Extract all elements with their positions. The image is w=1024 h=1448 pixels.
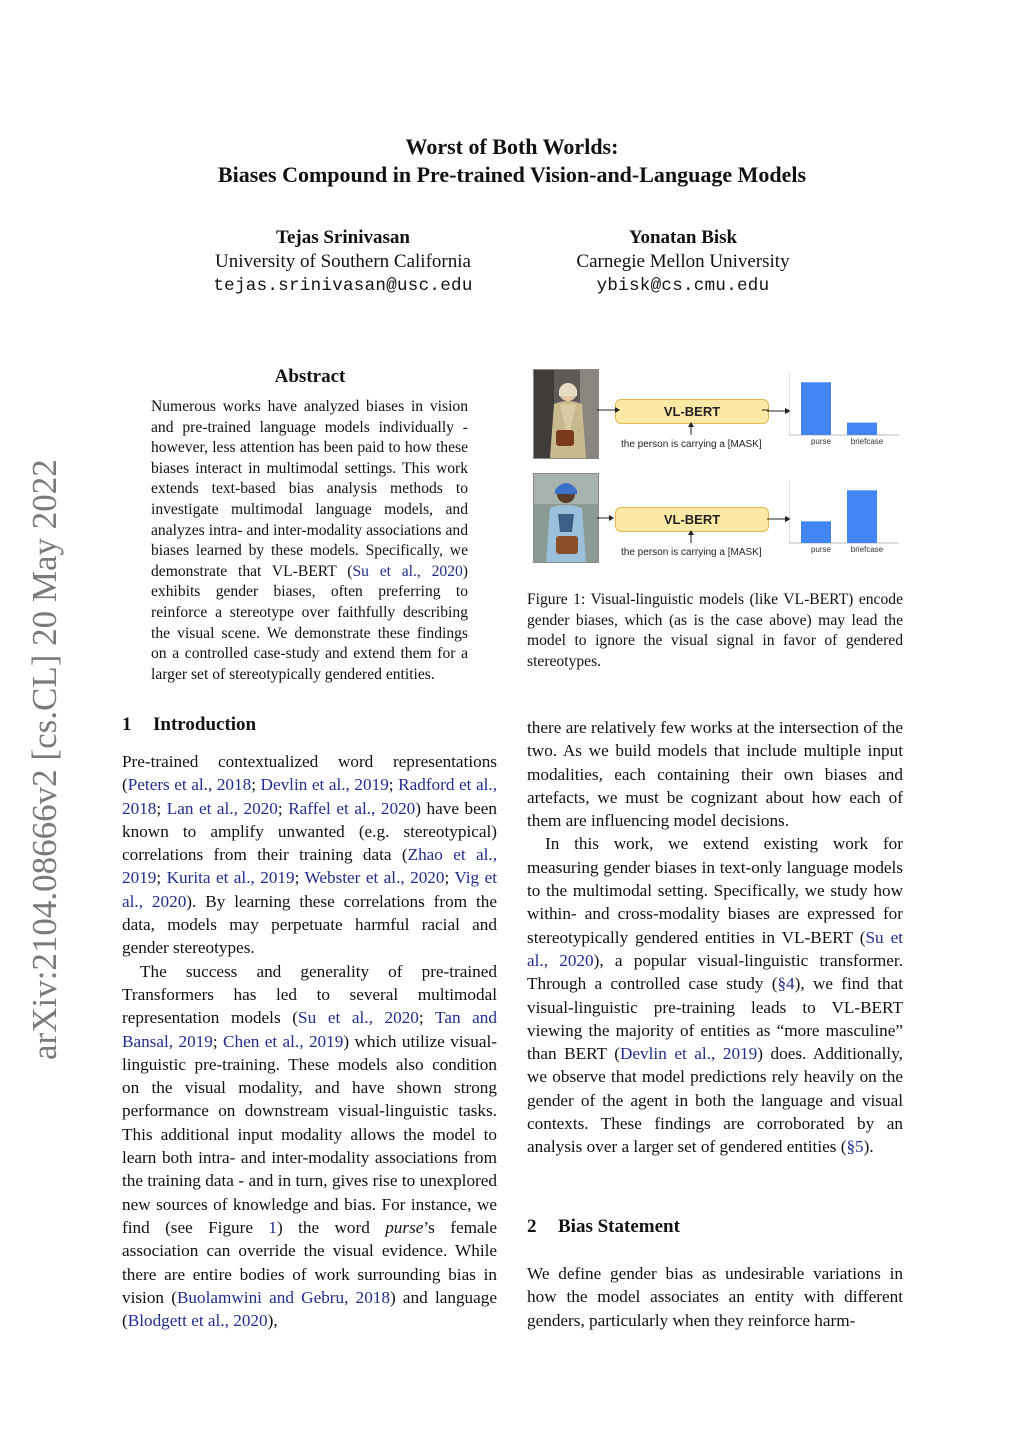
citation-link[interactable]: Chen et al., 2019 — [223, 1031, 344, 1051]
prompt-text: the person is carrying a [MASK] — [621, 439, 762, 450]
prompt-text: the person is carrying a [MASK] — [621, 547, 762, 558]
arrow-up-icon — [685, 530, 697, 544]
arxiv-stamp: arXiv:2104.08666v2 [cs.CL] 20 May 2022 — [25, 459, 64, 1060]
author-email: tejas.srinivasan@usc.edu — [213, 276, 473, 296]
citation-link[interactable]: Kurita et al., 2019 — [166, 868, 295, 888]
figure-1-caption: Figure 1: Visual-linguistic models (like VL-BERT) encode gender biases, which (as is the case above) may lead the model to ignore the visual signal in favor of gendered stereotypes. — [527, 591, 903, 670]
citation-link[interactable]: Raffel et al., 2020 — [288, 798, 416, 818]
citation-link[interactable]: Su et al., 2020 — [298, 1008, 419, 1028]
man-photo-image — [533, 473, 599, 563]
figure-reference-link[interactable]: 1 — [268, 1217, 277, 1237]
citation-link[interactable]: Peters et al., 2018 — [127, 775, 252, 795]
tick-label-briefcase: briefcase — [850, 545, 884, 554]
bar-purse — [801, 521, 831, 543]
section-reference-link[interactable]: §5 — [846, 1137, 864, 1157]
intro-paragraph-4: In this work, we extend existing work for measuring gender biases in text-only language models to the multimodal setting. Specifically, we study how within- and cross-modality biases are expressed for stereotypically gendered entities in VL-BERT (Su et al., 2020), a popular visual-linguistic transformer. Through a controlled case study (§4), we find that visual-linguistic pre-training leads to VL-BERT viewing the majority of entities as “more masculine” than BERT (Devlin et al., 2019) does. Additionally, we observe that model predictions rely heavily on the gender of the agent in both the language and visual contexts. These findings are corroborated by an analysis over a larger set of gendered entities (§5). — [527, 834, 903, 1157]
citation-link[interactable]: Radford et al., 2018 — [122, 775, 497, 818]
abstract-heading: Abstract — [274, 366, 346, 387]
bar-purse — [801, 382, 831, 435]
author-affiliation: University of Southern California — [215, 251, 471, 272]
citation-link[interactable]: Vig et al., 2020 — [122, 868, 497, 911]
citation-link[interactable]: Su et al., 2020 — [352, 562, 463, 580]
abstract-text: Numerous works have analyzed biases in vision and pre-trained language models individually - however, less attention has been paid to how these biases interact in multimodal settings. This work extends text-based bias analysis methods to investigate multimodal language models, and analyzes intra- and inter-modality associations and biases learned by these models. Specifically, we demonstrate that VL-BERT (Su et al., 2020) exhibits gender biases, often preferring to reinforce a stereotype over faithfully describing the visual scene. We demonstrate these findings on a controlled case-study and extend them for a larger set of stereotypically gendered entities. — [151, 398, 468, 683]
citation-link[interactable]: Devlin et al., 2019 — [620, 1044, 758, 1064]
section-heading-bias-statement: 2 Bias Statement — [527, 1216, 680, 1237]
paper-title-line-2: Biases Compound in Pre-trained Vision-and-Language Models — [217, 162, 807, 187]
vl-bert-model-box: VL-BERT — [615, 507, 769, 532]
tick-label-briefcase: briefcase — [850, 437, 884, 446]
paper-title-line-1: Worst of Both Worlds: — [405, 134, 619, 159]
author-affiliation: Carnegie Mellon University — [576, 251, 790, 272]
citation-link[interactable]: Lan et al., 2020 — [166, 798, 278, 818]
right-column-body — [527, 716, 903, 1159]
woman-photo-image — [533, 369, 599, 459]
bias-statement-body — [527, 1262, 903, 1332]
intro-paragraph-2: The success and generality of pre-trained Transformers has led to several multimodal representation models (Su et al., 2020; Tan and Bansal, 2019; Chen et al., 2019) which utilize visual-linguistic pre-training. These models also condition on the visual modality, and have shown strong performance on downstream visual-linguistic tasks. This additional input modality allows the model to learn both intra- and inter-modality associations from the training data - and in turn, gives rise to unexplored new sources of knowledge and bias. For instance, we find (see Figure 1) the word purse’s female association can override the visual evidence. While there are entire bodies of work surrounding bias in vision (Buolamwini and Gebru, 2018) and language (Blodgett et al., 2020), — [122, 961, 497, 1331]
section-reference-link[interactable]: §4 — [777, 974, 795, 994]
bar-briefcase — [847, 423, 877, 435]
citation-link[interactable]: Devlin et al., 2019 — [260, 775, 389, 795]
citation-link[interactable]: Blodgett et al., 2020 — [127, 1311, 268, 1331]
bar-briefcase — [847, 490, 877, 543]
citation-link[interactable]: Tan and Bansal, 2019 — [122, 1008, 497, 1051]
author-email: ybisk@cs.cmu.edu — [596, 276, 770, 296]
tick-label-purse: purse — [810, 437, 831, 446]
arrow-right-icon — [597, 405, 769, 425]
tick-label-purse: purse — [810, 545, 831, 554]
left-column-body — [122, 750, 497, 1332]
section-heading-introduction: 1 Introduction — [122, 714, 257, 735]
citation-link[interactable]: Buolamwini and Gebru, 2018 — [176, 1287, 390, 1307]
arrow-up-icon — [685, 422, 697, 436]
vl-bert-model-box: VL-BERT — [615, 399, 769, 424]
arrow-right-icon — [597, 513, 627, 525]
figure-1 — [527, 365, 903, 575]
citation-link[interactable]: Zhao et al., 2019 — [122, 845, 497, 888]
author-name: Tejas Srinivasan — [276, 227, 410, 248]
author-name: Yonatan Bisk — [628, 227, 738, 248]
author-block-2 — [503, 226, 863, 298]
citation-link[interactable]: Su et al., 2020 — [527, 927, 903, 970]
intro-paragraph-3: there are relatively few works at the intersection of the two. As we build models that include multiple input modalities, each containing their own biases and artefacts, we must be cognizant about how each of them are influencing model decisions. — [527, 718, 903, 831]
citation-link[interactable]: Webster et al., 2020 — [304, 868, 445, 888]
bias-paragraph-1: We define gender bias as undesirable variations in how the model associates an entity with different genders, particularly when they reinforce harm- — [527, 1264, 903, 1330]
author-block-1 — [163, 226, 523, 298]
intro-paragraph-1: Pre-trained contextualized word representations (Peters et al., 2018; Devlin et al., 2019; Radford et al., 2018; Lan et al., 2020; Raffel et al., 2020) have been known to amplify unwanted (e.g. stereotypical) correlations from their training data (Zhao et al., 2019; Kurita et al., 2019; Webster et al., 2020; Vig et al., 2020). By learning these correlations from the data, models may perpetuate harmful racial and gender stereotypes. — [122, 752, 498, 958]
